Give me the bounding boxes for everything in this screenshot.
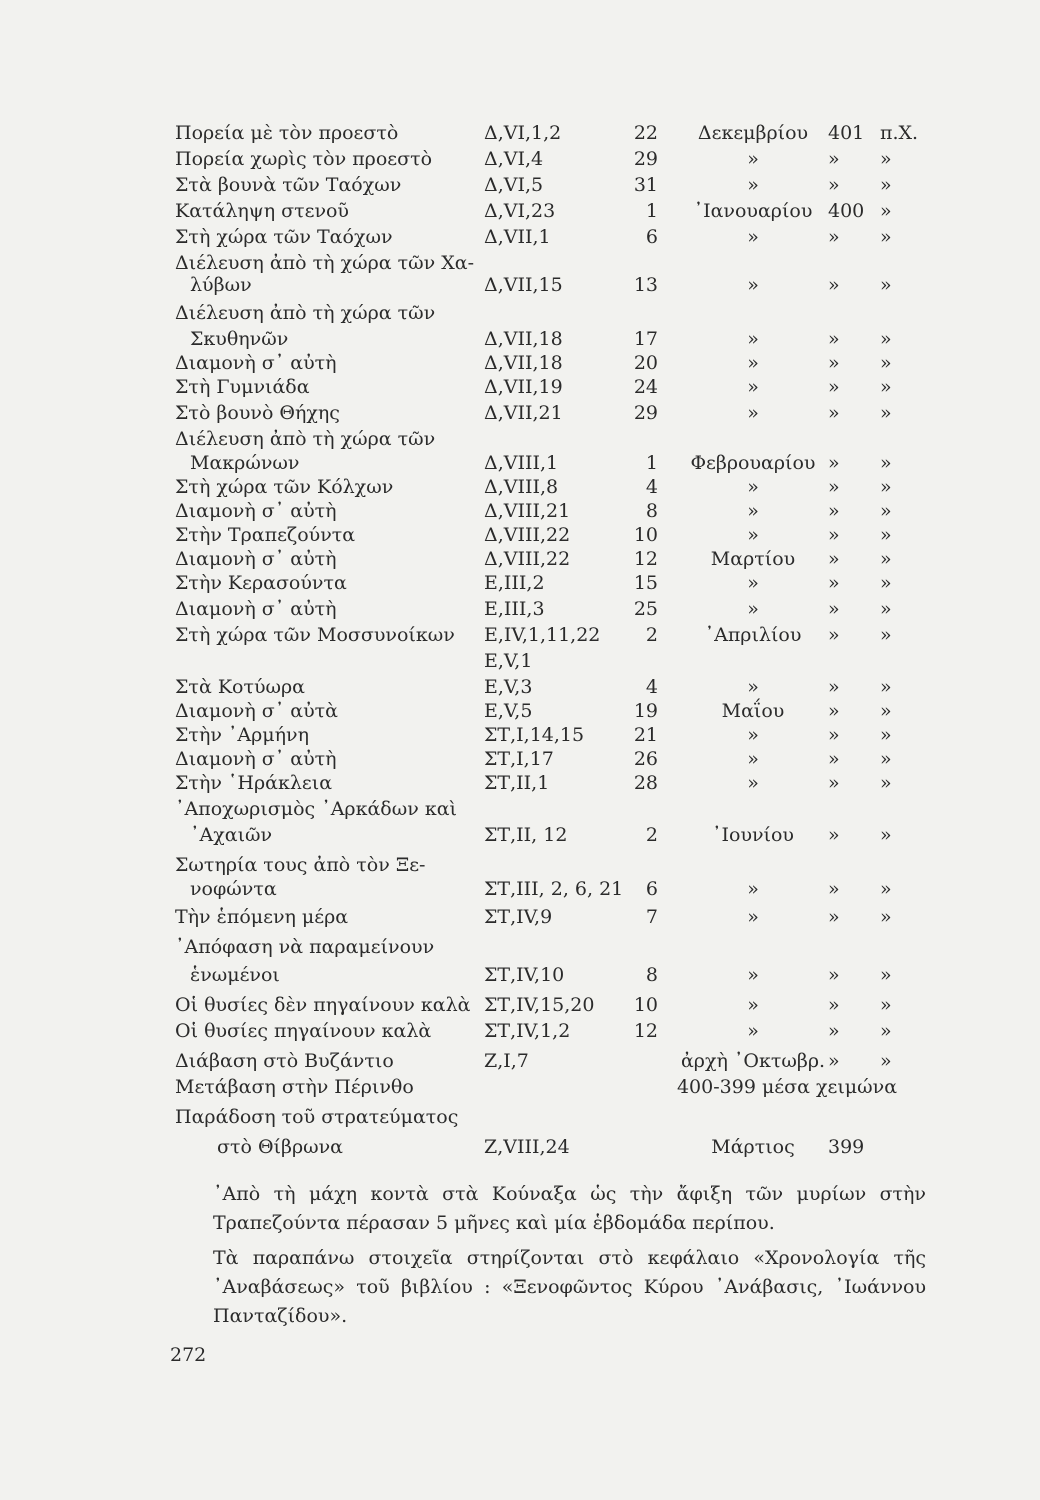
cell-era: » bbox=[880, 906, 892, 928]
cell-day: 22 bbox=[633, 122, 658, 144]
cell-era: » bbox=[880, 226, 892, 248]
table-row bbox=[0, 426, 1040, 452]
cell-day: 28 bbox=[633, 772, 658, 794]
table-row bbox=[0, 992, 1040, 1018]
cell-event: Σωτηρία τους ἀπὸ τὸν Ξε- bbox=[175, 854, 426, 876]
table-row bbox=[0, 474, 1040, 500]
cell-year: 399 bbox=[828, 1136, 865, 1158]
cell-event: Διαμονὴ σ᾿ αὐτὴ bbox=[175, 352, 337, 374]
cell-era: » bbox=[880, 352, 892, 374]
cell-year: » bbox=[828, 994, 840, 1016]
cell-month: » bbox=[747, 174, 759, 196]
cell-day: 1 bbox=[645, 452, 658, 474]
cell-month: Μάρτιος bbox=[711, 1136, 795, 1158]
cell-ref: Δ,VI,1,2 bbox=[484, 122, 562, 144]
table-row bbox=[0, 198, 1040, 224]
cell-event: Στὴ χώρα τῶν Ταόχων bbox=[175, 226, 393, 248]
cell-ref: Δ,VI,5 bbox=[484, 174, 544, 196]
cell-event: Μετάβαση στὴν Πέρινθο bbox=[175, 1076, 414, 1098]
cell-year: » bbox=[828, 748, 840, 770]
cell-year: » bbox=[828, 824, 840, 846]
cell-day: 31 bbox=[633, 174, 658, 196]
cell-month: » bbox=[747, 676, 759, 698]
table-row bbox=[0, 374, 1040, 400]
cell-era: » bbox=[880, 700, 892, 722]
cell-event: Διαμονὴ σ᾿ αὐτὰ bbox=[175, 700, 338, 722]
cell-era: » bbox=[880, 476, 892, 498]
cell-year: » bbox=[828, 524, 840, 546]
cell-year: » bbox=[828, 500, 840, 522]
cell-year: 400 bbox=[828, 200, 865, 222]
cell-ref: Ζ,I,7 bbox=[484, 1050, 529, 1072]
cell-ref: ΣΤ,II,1 bbox=[484, 772, 550, 794]
cell-ref: ΣΤ,IV,9 bbox=[484, 906, 553, 928]
cell-month: » bbox=[747, 994, 759, 1016]
cell-ref: Δ,VI,23 bbox=[484, 200, 556, 222]
cell-month: » bbox=[747, 476, 759, 498]
cell-day: 6 bbox=[645, 878, 658, 900]
cell-year: » bbox=[828, 376, 840, 398]
cell-year: » bbox=[828, 906, 840, 928]
cell-month: » bbox=[747, 1020, 759, 1042]
table-row bbox=[0, 1048, 1040, 1074]
cell-day: 10 bbox=[633, 994, 658, 1016]
page-number: 272 bbox=[170, 1344, 207, 1366]
cell-day: 21 bbox=[633, 724, 658, 746]
cell-event: ᾿Αχαιῶν bbox=[190, 824, 273, 846]
cell-era: » bbox=[880, 748, 892, 770]
cell-year: » bbox=[828, 476, 840, 498]
cell-event: Πορεία χωρὶς τὸν προεστὸ bbox=[175, 148, 433, 170]
cell-event: Στὴν Τραπεζούντα bbox=[175, 524, 356, 546]
cell-ref: Δ,VIII,21 bbox=[484, 500, 571, 522]
cell-day: 2 bbox=[645, 624, 658, 646]
cell-year: » bbox=[828, 724, 840, 746]
cell-event: Παράδοση τοῦ στρατεύματος bbox=[175, 1106, 459, 1128]
cell-ref: Δ,VII,18 bbox=[484, 328, 563, 350]
cell-month: » bbox=[747, 376, 759, 398]
cell-day: 17 bbox=[633, 328, 658, 350]
table-row bbox=[0, 570, 1040, 596]
cell-ref: Δ,VIII,1 bbox=[484, 452, 559, 474]
table-row bbox=[0, 746, 1040, 772]
table-row bbox=[0, 796, 1040, 822]
table-row bbox=[0, 876, 1040, 902]
cell-era: » bbox=[880, 328, 892, 350]
cell-era: » bbox=[880, 994, 892, 1016]
cell-event: Οἱ θυσίες δὲν πηγαίνουν καλὰ bbox=[175, 994, 471, 1016]
cell-day: 1 bbox=[645, 200, 658, 222]
cell-year: » bbox=[828, 964, 840, 986]
table-row bbox=[0, 622, 1040, 648]
cell-month: Μαΐου bbox=[721, 700, 785, 722]
cell-day: 8 bbox=[645, 964, 658, 986]
cell-era: » bbox=[880, 376, 892, 398]
cell-event: Διέλευση ἀπὸ τὴ χώρα τῶν bbox=[175, 428, 436, 450]
cell-year: » bbox=[828, 676, 840, 698]
cell-year: » bbox=[828, 878, 840, 900]
cell-event: Μακρώνων bbox=[190, 452, 300, 474]
cell-ref: Δ,VII,18 bbox=[484, 352, 563, 374]
cell-month: » bbox=[747, 226, 759, 248]
cell-day: 19 bbox=[633, 700, 658, 722]
cell-event: ᾿Απόφαση νὰ παραμείνουν bbox=[175, 936, 435, 958]
cell-day: 13 bbox=[633, 274, 658, 296]
cell-era: » bbox=[880, 1020, 892, 1042]
cell-day: 26 bbox=[633, 748, 658, 770]
table-row bbox=[0, 1074, 1040, 1100]
cell-year: » bbox=[828, 148, 840, 170]
cell-era: » bbox=[880, 274, 892, 296]
cell-event: Τὴν ἑπόμενη μέρα bbox=[175, 906, 349, 928]
cell-event: Στὴ Γυμνιάδα bbox=[175, 376, 310, 398]
cell-month: Μαρτίου bbox=[710, 548, 796, 570]
cell-era: » bbox=[880, 572, 892, 594]
table-row bbox=[0, 146, 1040, 172]
cell-year: » bbox=[828, 700, 840, 722]
cell-month: ᾿Ιουνίου bbox=[712, 824, 794, 846]
cell-event: Στὰ Κοτύωρα bbox=[175, 676, 306, 698]
cell-year: » bbox=[828, 452, 840, 474]
table-row bbox=[0, 350, 1040, 376]
table-row bbox=[0, 450, 1040, 476]
cell-ref: Δ,VIII,22 bbox=[484, 524, 571, 546]
cell-month: » bbox=[747, 878, 759, 900]
cell-era: » bbox=[880, 598, 892, 620]
table-row bbox=[0, 674, 1040, 700]
table-row bbox=[0, 1104, 1040, 1130]
cell-month: » bbox=[747, 772, 759, 794]
cell-month: » bbox=[747, 572, 759, 594]
cell-day: 6 bbox=[645, 226, 658, 248]
cell-ref: Δ,VIII,8 bbox=[484, 476, 559, 498]
cell-era: » bbox=[880, 964, 892, 986]
cell-month: » bbox=[747, 724, 759, 746]
cell-month: ἀρχὴ ᾿Οκτωβρ. bbox=[680, 1050, 826, 1072]
cell-ref: ΣΤ,II, 12 bbox=[484, 824, 568, 846]
cell-event: Κατάληψη στενοῦ bbox=[175, 200, 349, 222]
cell-ref: Δ,VIII,22 bbox=[484, 548, 571, 570]
cell-event: Στὴν ῾Ηράκλεια bbox=[175, 772, 333, 794]
cell-event: Πορεία μὲ τὸν προεστὸ bbox=[175, 122, 399, 144]
cell-ref: Δ,VII,21 bbox=[484, 402, 563, 424]
cell-day: 24 bbox=[633, 376, 658, 398]
cell-month: » bbox=[747, 402, 759, 424]
cell-event: Διέλευση ἀπὸ τὴ χώρα τῶν Χα- bbox=[175, 252, 474, 274]
cell-day: 25 bbox=[633, 598, 658, 620]
summary-paragraph: ᾿Απὸ τὴ μάχη κοντὰ στὰ Κούναξα ὡς τὴν ἄφιξη τῶν μυρίων στὴν Τραπεζούντα πέρασαν 5 μῆνες καὶ μία ἑβδομάδα περίπου. bbox=[213, 1183, 926, 1234]
cell-month: » bbox=[747, 328, 759, 350]
cell-era: » bbox=[880, 1050, 892, 1072]
cell-year: » bbox=[828, 226, 840, 248]
cell-month: » bbox=[747, 274, 759, 296]
table-row bbox=[0, 596, 1040, 622]
cell-event: Διαμονὴ σ᾿ αὐτὴ bbox=[175, 598, 337, 620]
cell-event: Στὴ χώρα τῶν Κόλχων bbox=[175, 476, 394, 498]
table-row bbox=[0, 546, 1040, 572]
cell-event: Στὰ βουνὰ τῶν Ταόχων bbox=[175, 174, 402, 196]
cell-ref: ΣΤ,III, 2, 6, 21 bbox=[484, 878, 624, 900]
cell-era: » bbox=[880, 676, 892, 698]
cell-era: » bbox=[880, 402, 892, 424]
cell-day: 29 bbox=[633, 402, 658, 424]
cell-ref: ΣΤ,IV,15,20 bbox=[484, 994, 595, 1016]
cell-ref: ΣΤ,I,17 bbox=[484, 748, 554, 770]
cell-event: Στὴν Κερασούντα bbox=[175, 572, 347, 594]
cell-year: » bbox=[828, 572, 840, 594]
cell-year: » bbox=[828, 174, 840, 196]
cell-year: » bbox=[828, 598, 840, 620]
cell-ref: Ε,V,3 bbox=[484, 676, 533, 698]
cell-day: 7 bbox=[645, 906, 658, 928]
cell-event: Οἱ θυσίες πηγαίνουν καλὰ bbox=[175, 1020, 432, 1042]
cell-day: 10 bbox=[633, 524, 658, 546]
cell-year: 401 bbox=[828, 122, 865, 144]
cell-day: 2 bbox=[645, 824, 658, 846]
cell-day: 4 bbox=[645, 476, 658, 498]
cell-event: Διάβαση στὸ Βυζάντιο bbox=[175, 1050, 394, 1072]
table-row bbox=[0, 822, 1040, 848]
cell-era: » bbox=[880, 200, 892, 222]
cell-ref: Ε,III,3 bbox=[484, 598, 545, 620]
cell-year: » bbox=[828, 328, 840, 350]
cell-month: » bbox=[747, 148, 759, 170]
cell-era: » bbox=[880, 724, 892, 746]
table-row bbox=[0, 648, 1040, 674]
table-row bbox=[0, 498, 1040, 524]
cell-era: » bbox=[880, 548, 892, 570]
cell-ref: Ε,V,5 bbox=[484, 700, 533, 722]
cell-day: 12 bbox=[633, 548, 658, 570]
cell-event: ᾿Αποχωρισμὸς ᾿Αρκάδων καὶ bbox=[175, 798, 457, 820]
table-row bbox=[0, 300, 1040, 326]
cell-ref: ΣΤ,IV,10 bbox=[484, 964, 565, 986]
cell-year: » bbox=[828, 274, 840, 296]
cell-era: » bbox=[880, 174, 892, 196]
table-row bbox=[0, 224, 1040, 250]
cell-day: 8 bbox=[645, 500, 658, 522]
cell-event: Στὴν ᾿Αρμήνη bbox=[175, 724, 309, 746]
table-row bbox=[0, 120, 1040, 146]
cell-event: ἑνωμένοι bbox=[190, 964, 280, 986]
table-row bbox=[0, 1134, 1040, 1160]
cell-event: Διαμονὴ σ᾿ αὐτὴ bbox=[175, 500, 337, 522]
cell-month: » bbox=[747, 352, 759, 374]
cell-ref: Δ,VI,4 bbox=[484, 148, 544, 170]
cell-era: π.Χ. bbox=[880, 122, 919, 144]
cell-year: » bbox=[828, 548, 840, 570]
table-row bbox=[0, 326, 1040, 352]
table-row bbox=[0, 934, 1040, 960]
cell-event: Διαμονὴ σ᾿ αὐτὴ bbox=[175, 748, 337, 770]
cell-event: Σκυθηνῶν bbox=[190, 328, 289, 350]
cell-era: » bbox=[880, 148, 892, 170]
table-row bbox=[0, 698, 1040, 724]
cell-month: » bbox=[747, 964, 759, 986]
table-row bbox=[0, 722, 1040, 748]
cell-month: » bbox=[747, 500, 759, 522]
cell-ref: ΣΤ,IV,1,2 bbox=[484, 1020, 571, 1042]
cell-era: » bbox=[880, 772, 892, 794]
cell-month: ᾿Ιανουαρίου bbox=[693, 200, 813, 222]
cell-month: » bbox=[747, 906, 759, 928]
cell-day: 4 bbox=[645, 676, 658, 698]
cell-ref: Δ,VII,1 bbox=[484, 226, 551, 248]
cell-year: » bbox=[828, 402, 840, 424]
table-row bbox=[0, 852, 1040, 878]
cell-month: » bbox=[747, 598, 759, 620]
cell-event: Διαμονὴ σ᾿ αὐτὴ bbox=[175, 548, 337, 570]
source-note-paragraph: Τὰ παραπάνω στοιχεῖα στηρίζονται στὸ κεφάλαιο «Χρονολογία τῆς ᾿Αναβάσεως» τοῦ βιβλίου : «Ξενοφῶντος Κύρου ᾿Ανάβασις, ᾿Ιωάννου Πανταζίδου». bbox=[213, 1247, 926, 1327]
cell-year: » bbox=[828, 352, 840, 374]
cell-month: » bbox=[747, 748, 759, 770]
cell-ref: Ε,V,1 bbox=[484, 650, 533, 672]
cell-month: 400-399 μέσα χειμώνα bbox=[676, 1076, 898, 1098]
table-row bbox=[0, 172, 1040, 198]
cell-day: 20 bbox=[633, 352, 658, 374]
cell-year: » bbox=[828, 624, 840, 646]
cell-event: λύβων bbox=[190, 274, 252, 296]
cell-ref: Ε,III,2 bbox=[484, 572, 545, 594]
cell-day: 12 bbox=[633, 1020, 658, 1042]
table-row bbox=[0, 904, 1040, 930]
cell-day: 29 bbox=[633, 148, 658, 170]
table-row bbox=[0, 522, 1040, 548]
cell-ref: ΣΤ,I,14,15 bbox=[484, 724, 585, 746]
cell-era: » bbox=[880, 878, 892, 900]
cell-event: νοφώντα bbox=[190, 878, 277, 900]
cell-day: 15 bbox=[633, 572, 658, 594]
table-row bbox=[0, 770, 1040, 796]
cell-ref: Ε,IV,1,11,22 bbox=[484, 624, 601, 646]
cell-year: » bbox=[828, 1050, 840, 1072]
cell-ref: Δ,VII,19 bbox=[484, 376, 563, 398]
cell-event: Στὸ βουνὸ Θήχης bbox=[175, 402, 340, 424]
cell-event: στὸ Θίβρωνα bbox=[217, 1136, 344, 1158]
cell-event: Στὴ χώρα τῶν Μοσσυνοίκων bbox=[175, 624, 455, 646]
cell-month: ᾿Απριλίου bbox=[704, 624, 802, 646]
cell-month: Φεβρουαρίου bbox=[690, 452, 816, 474]
table-row bbox=[0, 400, 1040, 426]
cell-month: Δεκεμβρίου bbox=[697, 122, 809, 144]
cell-era: » bbox=[880, 524, 892, 546]
cell-era: » bbox=[880, 624, 892, 646]
table-row bbox=[0, 272, 1040, 298]
cell-era: » bbox=[880, 452, 892, 474]
cell-year: » bbox=[828, 1020, 840, 1042]
cell-ref: Ζ,VIII,24 bbox=[484, 1136, 570, 1158]
cell-year: » bbox=[828, 772, 840, 794]
table-row bbox=[0, 962, 1040, 988]
cell-event: Διέλευση ἀπὸ τὴ χώρα τῶν bbox=[175, 302, 436, 324]
cell-month: » bbox=[747, 524, 759, 546]
table-row bbox=[0, 1018, 1040, 1044]
cell-ref: Δ,VII,15 bbox=[484, 274, 563, 296]
cell-era: » bbox=[880, 824, 892, 846]
cell-era: » bbox=[880, 500, 892, 522]
